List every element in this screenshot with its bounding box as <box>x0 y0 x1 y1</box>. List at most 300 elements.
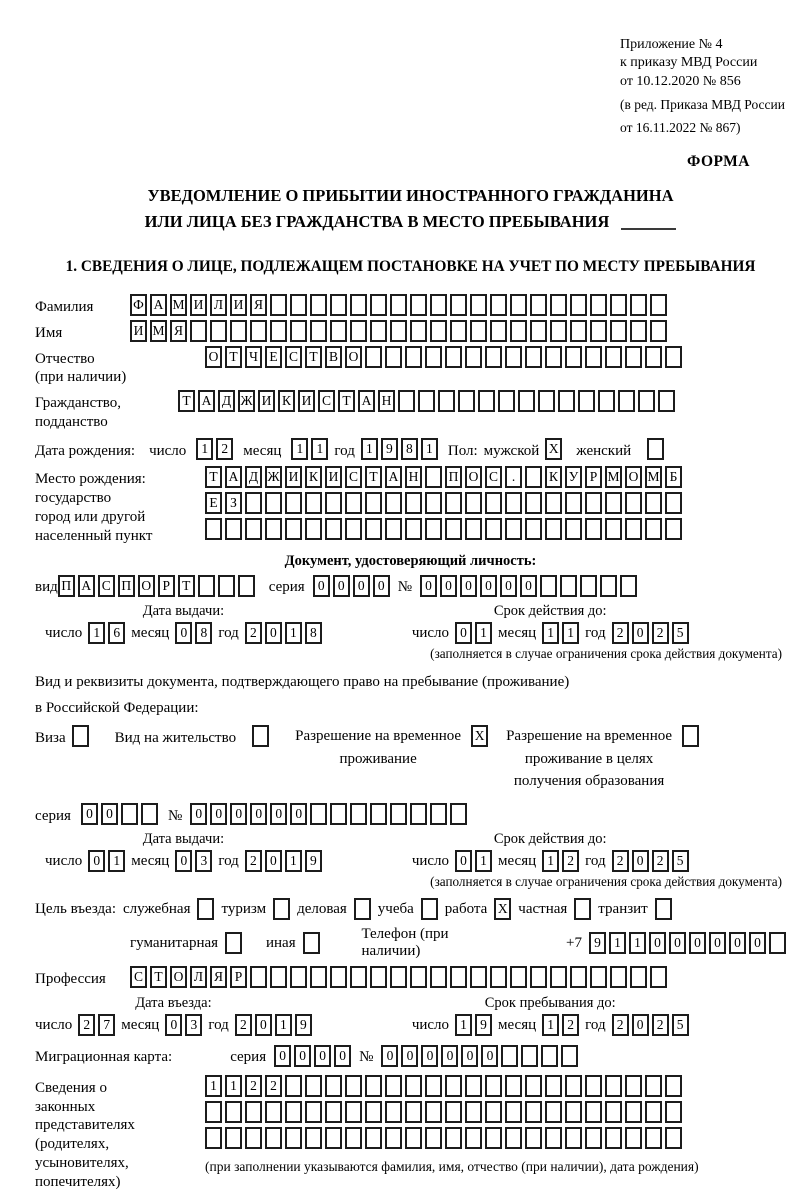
residence-expiry-month-cells[interactable] <box>542 850 579 872</box>
form-cell[interactable]: 2 <box>612 1014 629 1036</box>
form-cell[interactable]: 5 <box>672 622 689 644</box>
form-cell[interactable] <box>410 294 427 316</box>
form-cell[interactable] <box>198 575 215 597</box>
form-cell[interactable]: П <box>445 466 462 488</box>
form-cell[interactable] <box>465 1101 482 1123</box>
form-cell[interactable] <box>630 966 647 988</box>
form-cell[interactable]: Б <box>665 466 682 488</box>
form-cell[interactable] <box>398 390 415 412</box>
entry-day-cells[interactable] <box>78 1014 115 1036</box>
form-cell[interactable] <box>510 320 527 342</box>
form-cell[interactable] <box>310 320 327 342</box>
form-cell[interactable] <box>205 518 222 540</box>
form-cell[interactable] <box>665 1101 682 1123</box>
form-cell[interactable]: И <box>130 320 147 342</box>
form-cell[interactable]: И <box>190 294 207 316</box>
form-cell[interactable]: Ч <box>245 346 262 368</box>
form-cell[interactable]: 2 <box>245 622 262 644</box>
form-cell[interactable] <box>485 1127 502 1149</box>
form-cell[interactable] <box>285 492 302 514</box>
form-cell[interactable] <box>485 1101 502 1123</box>
form-cell[interactable] <box>365 346 382 368</box>
form-cell[interactable]: Д <box>218 390 235 412</box>
form-cell[interactable]: 0 <box>250 803 267 825</box>
form-cell[interactable] <box>618 390 635 412</box>
form-cell[interactable]: М <box>605 466 622 488</box>
form-cell[interactable] <box>538 390 555 412</box>
form-cell[interactable] <box>490 294 507 316</box>
form-cell[interactable] <box>585 1101 602 1123</box>
form-cell[interactable] <box>310 803 327 825</box>
form-cell[interactable] <box>230 320 247 342</box>
form-cell[interactable] <box>470 320 487 342</box>
form-cell[interactable]: С <box>130 966 147 988</box>
form-cell[interactable]: А <box>385 466 402 488</box>
form-cell[interactable]: 1 <box>475 850 492 872</box>
form-cell[interactable] <box>305 492 322 514</box>
form-cell[interactable]: 0 <box>334 1045 351 1067</box>
form-cell[interactable] <box>585 1127 602 1149</box>
form-cell[interactable] <box>345 492 362 514</box>
form-cell[interactable] <box>325 1101 342 1123</box>
form-cell[interactable]: 1 <box>455 1014 472 1036</box>
form-cell[interactable]: 0 <box>175 622 192 644</box>
form-cell[interactable] <box>769 932 786 954</box>
form-cell[interactable] <box>585 346 602 368</box>
form-cell[interactable] <box>218 575 235 597</box>
female-checkbox[interactable] <box>647 438 664 460</box>
form-cell[interactable]: И <box>230 294 247 316</box>
form-cell[interactable]: Т <box>178 575 195 597</box>
form-cell[interactable] <box>370 320 387 342</box>
form-cell[interactable]: 0 <box>455 622 472 644</box>
form-cell[interactable] <box>265 492 282 514</box>
form-cell[interactable] <box>490 320 507 342</box>
purpose-tranzit-checkbox[interactable] <box>655 898 672 920</box>
form-cell[interactable] <box>445 1127 462 1149</box>
form-cell[interactable] <box>425 1101 442 1123</box>
birthplace-cells-row2[interactable] <box>205 492 682 514</box>
form-cell[interactable] <box>330 966 347 988</box>
form-cell[interactable]: 6 <box>108 622 125 644</box>
form-cell[interactable]: 0 <box>190 803 207 825</box>
form-cell[interactable]: 2 <box>562 850 579 872</box>
form-cell[interactable]: Ф <box>130 294 147 316</box>
representatives-cells-row1[interactable] <box>205 1075 699 1097</box>
form-cell[interactable] <box>630 294 647 316</box>
form-cell[interactable] <box>285 1127 302 1149</box>
form-cell[interactable] <box>285 1075 302 1097</box>
form-cell[interactable] <box>658 390 675 412</box>
form-cell[interactable]: 2 <box>265 1075 282 1097</box>
form-cell[interactable] <box>525 1127 542 1149</box>
visa-checkbox[interactable] <box>72 725 89 747</box>
purpose-gumanitarnaya-checkbox[interactable] <box>225 932 242 954</box>
form-cell[interactable] <box>605 492 622 514</box>
stay-year-cells[interactable] <box>612 1014 689 1036</box>
form-cell[interactable]: 0 <box>421 1045 438 1067</box>
form-cell[interactable] <box>655 898 672 920</box>
form-cell[interactable] <box>410 320 427 342</box>
form-cell[interactable]: 9 <box>381 438 398 460</box>
profession-cells[interactable] <box>130 966 667 988</box>
form-cell[interactable]: С <box>318 390 335 412</box>
residence-permit-checkbox[interactable] <box>252 725 269 747</box>
form-cell[interactable]: 0 <box>314 1045 331 1067</box>
form-cell[interactable] <box>505 1101 522 1123</box>
form-cell[interactable] <box>205 1127 222 1149</box>
form-cell[interactable] <box>425 492 442 514</box>
form-cell[interactable] <box>545 1101 562 1123</box>
form-cell[interactable]: 0 <box>649 932 666 954</box>
form-cell[interactable]: 1 <box>225 1075 242 1097</box>
form-cell[interactable]: . <box>505 466 522 488</box>
form-cell[interactable] <box>545 518 562 540</box>
form-cell[interactable]: 3 <box>185 1014 202 1036</box>
form-cell[interactable] <box>610 966 627 988</box>
birth-year-cells[interactable] <box>361 438 438 460</box>
purpose-sluzhebnaya-checkbox[interactable] <box>197 898 214 920</box>
form-cell[interactable]: О <box>170 966 187 988</box>
form-cell[interactable] <box>545 492 562 514</box>
form-cell[interactable]: 2 <box>652 850 669 872</box>
form-cell[interactable] <box>285 518 302 540</box>
form-cell[interactable] <box>525 1075 542 1097</box>
purpose-chastnaya-checkbox[interactable] <box>574 898 591 920</box>
form-cell[interactable]: 0 <box>632 1014 649 1036</box>
form-cell[interactable] <box>565 518 582 540</box>
form-cell[interactable] <box>485 346 502 368</box>
form-cell[interactable] <box>305 1127 322 1149</box>
form-cell[interactable] <box>290 294 307 316</box>
form-cell[interactable] <box>530 320 547 342</box>
form-cell[interactable] <box>565 1127 582 1149</box>
form-cell[interactable] <box>625 1101 642 1123</box>
form-cell[interactable] <box>265 518 282 540</box>
form-cell[interactable] <box>225 518 242 540</box>
form-cell[interactable]: 1 <box>542 622 559 644</box>
form-cell[interactable] <box>390 803 407 825</box>
form-cell[interactable]: С <box>345 466 362 488</box>
form-cell[interactable]: 1 <box>285 850 302 872</box>
form-cell[interactable]: С <box>285 346 302 368</box>
entry-month-cells[interactable] <box>165 1014 202 1036</box>
form-cell[interactable]: 7 <box>98 1014 115 1036</box>
form-cell[interactable]: А <box>78 575 95 597</box>
form-cell[interactable] <box>610 320 627 342</box>
stay-day-cells[interactable] <box>455 1014 492 1036</box>
representatives-cells-row2[interactable] <box>205 1101 699 1123</box>
form-cell[interactable]: 9 <box>589 932 606 954</box>
form-cell[interactable]: 0 <box>333 575 350 597</box>
form-cell[interactable] <box>530 966 547 988</box>
form-cell[interactable] <box>450 320 467 342</box>
form-cell[interactable] <box>205 1101 222 1123</box>
form-cell[interactable] <box>445 1101 462 1123</box>
form-cell[interactable] <box>550 966 567 988</box>
form-cell[interactable]: 2 <box>235 1014 252 1036</box>
form-cell[interactable] <box>385 1127 402 1149</box>
form-cell[interactable]: 1 <box>475 622 492 644</box>
form-cell[interactable]: 1 <box>361 438 378 460</box>
form-cell[interactable] <box>354 898 371 920</box>
form-cell[interactable]: Е <box>265 346 282 368</box>
temporary-residence-checkbox[interactable] <box>471 725 488 747</box>
form-cell[interactable] <box>445 346 462 368</box>
form-cell[interactable]: М <box>170 294 187 316</box>
form-cell[interactable] <box>585 492 602 514</box>
form-cell[interactable]: 0 <box>270 803 287 825</box>
migration-number-cells[interactable] <box>381 1045 578 1067</box>
doc-number-cells[interactable] <box>420 575 637 597</box>
purpose-inaya-checkbox[interactable] <box>303 932 320 954</box>
entry-year-cells[interactable] <box>235 1014 312 1036</box>
form-cell[interactable] <box>250 966 267 988</box>
form-cell[interactable] <box>305 1075 322 1097</box>
form-cell[interactable] <box>550 294 567 316</box>
form-cell[interactable] <box>570 320 587 342</box>
form-cell[interactable] <box>430 294 447 316</box>
expiry-year-cells[interactable] <box>612 622 689 644</box>
form-cell[interactable] <box>418 390 435 412</box>
doc-series-cells[interactable] <box>313 575 390 597</box>
form-cell[interactable] <box>370 803 387 825</box>
form-cell[interactable]: 1 <box>205 1075 222 1097</box>
purpose-ucheba-checkbox[interactable] <box>421 898 438 920</box>
form-cell[interactable]: Ж <box>238 390 255 412</box>
birth-month-cells[interactable] <box>291 438 328 460</box>
form-cell[interactable] <box>305 518 322 540</box>
form-cell[interactable] <box>625 492 642 514</box>
form-cell[interactable]: 1 <box>421 438 438 460</box>
form-cell[interactable] <box>238 575 255 597</box>
form-cell[interactable] <box>585 518 602 540</box>
form-cell[interactable] <box>350 803 367 825</box>
form-cell[interactable] <box>501 1045 518 1067</box>
form-cell[interactable]: К <box>545 466 562 488</box>
stay-month-cells[interactable] <box>542 1014 579 1036</box>
form-cell[interactable] <box>445 492 462 514</box>
form-cell[interactable]: 1 <box>291 438 308 460</box>
form-cell[interactable] <box>465 346 482 368</box>
form-cell[interactable]: Т <box>365 466 382 488</box>
form-cell[interactable] <box>518 390 535 412</box>
form-cell[interactable]: 0 <box>520 575 537 597</box>
form-cell[interactable]: Я <box>210 966 227 988</box>
form-cell[interactable] <box>421 898 438 920</box>
form-cell[interactable] <box>210 320 227 342</box>
form-cell[interactable]: Т <box>178 390 195 412</box>
form-cell[interactable]: 0 <box>88 850 105 872</box>
form-cell[interactable] <box>325 1127 342 1149</box>
form-cell[interactable] <box>470 966 487 988</box>
form-cell[interactable] <box>285 1101 302 1123</box>
form-cell[interactable] <box>558 390 575 412</box>
form-cell[interactable] <box>245 518 262 540</box>
form-cell[interactable] <box>525 1101 542 1123</box>
form-cell[interactable] <box>390 966 407 988</box>
form-cell[interactable]: 1 <box>108 850 125 872</box>
form-cell[interactable] <box>385 1075 402 1097</box>
form-cell[interactable]: С <box>485 466 502 488</box>
form-cell[interactable] <box>345 1101 362 1123</box>
form-cell[interactable] <box>605 346 622 368</box>
form-cell[interactable]: М <box>645 466 662 488</box>
doc-kind-cells[interactable] <box>58 575 255 597</box>
form-cell[interactable] <box>265 1101 282 1123</box>
form-cell[interactable] <box>390 320 407 342</box>
form-cell[interactable] <box>682 725 699 747</box>
form-cell[interactable]: К <box>278 390 295 412</box>
form-cell[interactable]: Н <box>405 466 422 488</box>
form-cell[interactable]: 2 <box>78 1014 95 1036</box>
residence-expiry-year-cells[interactable] <box>612 850 689 872</box>
issue-day-cells[interactable] <box>88 622 125 644</box>
form-cell[interactable]: И <box>325 466 342 488</box>
form-cell[interactable] <box>225 932 242 954</box>
birth-day-cells[interactable] <box>196 438 233 460</box>
form-cell[interactable]: У <box>565 466 582 488</box>
form-cell[interactable] <box>225 1101 242 1123</box>
form-cell[interactable] <box>430 320 447 342</box>
form-cell[interactable]: А <box>358 390 375 412</box>
form-cell[interactable] <box>510 294 527 316</box>
given-name-cells[interactable] <box>130 320 667 342</box>
form-cell[interactable] <box>505 346 522 368</box>
form-cell[interactable] <box>465 492 482 514</box>
form-cell[interactable] <box>410 803 427 825</box>
form-cell[interactable] <box>430 966 447 988</box>
form-cell[interactable] <box>625 1075 642 1097</box>
form-cell[interactable]: 0 <box>729 932 746 954</box>
male-checkbox[interactable] <box>545 438 562 460</box>
form-cell[interactable] <box>650 320 667 342</box>
form-cell[interactable]: И <box>258 390 275 412</box>
form-cell[interactable] <box>350 294 367 316</box>
form-cell[interactable] <box>141 803 158 825</box>
form-cell[interactable] <box>365 518 382 540</box>
form-cell[interactable] <box>438 390 455 412</box>
form-cell[interactable] <box>565 492 582 514</box>
form-cell[interactable]: 5 <box>672 1014 689 1036</box>
form-cell[interactable] <box>485 518 502 540</box>
form-cell[interactable] <box>541 1045 558 1067</box>
form-cell[interactable] <box>265 1127 282 1149</box>
form-cell[interactable] <box>600 575 617 597</box>
form-cell[interactable] <box>345 518 362 540</box>
form-cell[interactable]: 9 <box>475 1014 492 1036</box>
form-cell[interactable] <box>490 966 507 988</box>
form-cell[interactable] <box>590 966 607 988</box>
form-cell[interactable] <box>620 575 637 597</box>
form-cell[interactable]: Т <box>205 466 222 488</box>
form-cell[interactable]: 0 <box>353 575 370 597</box>
form-cell[interactable]: 0 <box>420 575 437 597</box>
form-cell[interactable] <box>630 320 647 342</box>
form-cell[interactable] <box>625 346 642 368</box>
form-cell[interactable] <box>465 1127 482 1149</box>
form-cell[interactable] <box>325 518 342 540</box>
form-cell[interactable]: 0 <box>290 803 307 825</box>
form-cell[interactable] <box>365 1127 382 1149</box>
form-cell[interactable] <box>385 346 402 368</box>
form-cell[interactable] <box>370 966 387 988</box>
form-cell[interactable]: 9 <box>295 1014 312 1036</box>
form-cell[interactable] <box>390 294 407 316</box>
form-cell[interactable] <box>450 294 467 316</box>
form-cell[interactable] <box>605 1127 622 1149</box>
form-cell[interactable] <box>645 1075 662 1097</box>
form-cell[interactable] <box>330 320 347 342</box>
form-cell[interactable] <box>665 1127 682 1149</box>
form-cell[interactable] <box>121 803 138 825</box>
form-cell[interactable] <box>345 1127 362 1149</box>
form-cell[interactable] <box>270 320 287 342</box>
form-cell[interactable] <box>565 1101 582 1123</box>
form-cell[interactable]: К <box>305 466 322 488</box>
form-cell[interactable] <box>303 932 320 954</box>
form-cell[interactable]: 2 <box>652 1014 669 1036</box>
form-cell[interactable] <box>425 1127 442 1149</box>
form-cell[interactable] <box>510 966 527 988</box>
purpose-delovaya-checkbox[interactable] <box>354 898 371 920</box>
form-cell[interactable] <box>665 492 682 514</box>
form-cell[interactable]: 1 <box>629 932 646 954</box>
form-cell[interactable] <box>645 346 662 368</box>
form-cell[interactable]: X <box>545 438 562 460</box>
form-cell[interactable] <box>650 294 667 316</box>
form-cell[interactable]: 0 <box>165 1014 182 1036</box>
form-cell[interactable]: В <box>325 346 342 368</box>
form-cell[interactable] <box>445 1075 462 1097</box>
form-cell[interactable] <box>305 1101 322 1123</box>
residence-series-cells[interactable] <box>81 803 158 825</box>
form-cell[interactable] <box>365 492 382 514</box>
form-cell[interactable] <box>585 1075 602 1097</box>
form-cell[interactable] <box>565 346 582 368</box>
form-cell[interactable] <box>550 320 567 342</box>
form-cell[interactable] <box>425 518 442 540</box>
residence-expiry-day-cells[interactable] <box>455 850 492 872</box>
form-cell[interactable]: Т <box>225 346 242 368</box>
form-cell[interactable] <box>525 518 542 540</box>
form-cell[interactable] <box>560 575 577 597</box>
form-cell[interactable]: 0 <box>210 803 227 825</box>
form-cell[interactable]: О <box>345 346 362 368</box>
form-cell[interactable]: 0 <box>461 1045 478 1067</box>
form-cell[interactable] <box>290 966 307 988</box>
form-cell[interactable]: 1 <box>311 438 328 460</box>
form-cell[interactable] <box>470 294 487 316</box>
form-cell[interactable] <box>465 518 482 540</box>
education-residence-checkbox[interactable] <box>682 725 699 747</box>
form-cell[interactable]: 1 <box>562 622 579 644</box>
form-cell[interactable] <box>325 492 342 514</box>
form-cell[interactable] <box>565 1075 582 1097</box>
form-cell[interactable]: 5 <box>672 850 689 872</box>
form-cell[interactable] <box>450 803 467 825</box>
form-cell[interactable]: Я <box>250 294 267 316</box>
form-cell[interactable]: 0 <box>313 575 330 597</box>
form-cell[interactable] <box>252 725 269 747</box>
form-cell[interactable]: 1 <box>196 438 213 460</box>
birthplace-cells-row1[interactable] <box>205 466 682 488</box>
form-cell[interactable]: 0 <box>81 803 98 825</box>
form-cell[interactable] <box>545 346 562 368</box>
form-cell[interactable] <box>521 1045 538 1067</box>
form-cell[interactable] <box>525 346 542 368</box>
form-cell[interactable]: 0 <box>441 1045 458 1067</box>
